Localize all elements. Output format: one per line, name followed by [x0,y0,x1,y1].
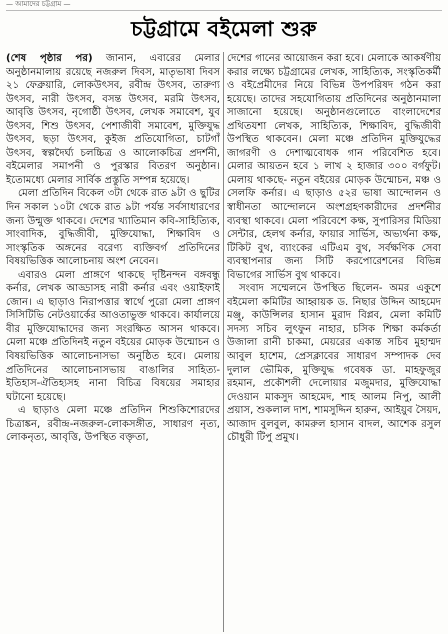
paragraph: এবারও মেলা প্রাঙ্গণে থাকছে দৃষ্টিনন্দন বঙ্গবন্ধু কর্নার, লেখক আড্ডাসহ নারী কর্নার এবং ওয়াইফাই জোন। এ ছাড়াও নিরাপত্তার স্বার্থে পুরো মেলা প্রাঙ্গণ সিসিটিভি নেটওয়ার্কের আওতাভুক্ত থাকবে। কার্যালয়ে বীর মুক্তিযোদ্ধাদের জন্য সংরক্ষিত আসন থাকবে। মেলা মঞ্চে প্রতিদিনই নতুন বইয়ের মোড়ক উন্মোচন ও বিষয়ভিত্তিক আলোচনাসভা অনুষ্ঠিত হবে। মেলায় প্রতিদিনের আলোচনাসভায় বাঙালির সাহিত্য-ইতিহাস-ঐতিহ্যসহ নানা বিচিত্র বিষয়ের সমাহার ঘটানো হয়েছে। [6,269,220,403]
column-left [6,52,220,632]
continuation-marker: (শেষ পৃষ্ঠার পর) [6,53,93,64]
paragraph: মেলা প্রতিদিন বিকেল ৩টা থেকে রাত ৯টা ও ছুটির দিন সকাল ১০টা থেকে রাত ৯টা পর্যন্ত সর্বসাধারণের জন্য উন্মুক্ত থাকবে। দেশের খ্যাতিমান কবি-সাহিত্যিক, সাংবাদিক, বুদ্ধিজীবী, মুক্তিযোদ্ধা, শিক্ষাবিদ ও সাংস্কৃতিক অঙ্গনের বরেণ্য ব্যক্তিবর্গ প্রতিদিনের বিষয়ভিত্তিক আলোচনায় অংশ নেবেন। [6,188,220,268]
article-body [6,52,442,632]
headline: চট্টগ্রামে বইমেলা শুরু [131,17,317,41]
column-right [227,52,441,632]
cropped-header-strip: — আমাদের চট্টগ্রাম — [6,0,442,11]
paragraph: সংবাদ সম্মেলনে উপস্থিত ছিলেন- অমর একুশে বইমেলা কমিটির আহ্বায়ক ড. নিছার উদ্দিন আহমেদ মঞ্জু, কাউন্সিলর হাসান মুরাদ বিপ্লব, মেলা কমিটি সদস্য সচিব লুৎফুন নাহার, চসিক শিক্ষা কর্মকর্তা উজালা রানী চাকমা, মেয়রের একান্ত সচিব মুহাম্মদ আবুল হাশেম, প্রেসক্লাবের সাধারণ সম্পাদক দেব দুলাল ভৌমিক, মুক্তিযুদ্ধ গবেষক ডা. মাহফুজুর রহমান, প্রকৌশলী দেলোয়ার মজুমদার, মুক্তিযোদ্ধা দেওয়ান মাকসুদ আহমেদ, শাহ আলম নিপু, আলী প্রয়াস, শুকলাল দাশ, শামসুদ্দিন হারুন, আইয়ুব সৈয়দ, আজাদ বুলবুল, কামরুল হাসান বাদল, আশেক রসুল চৌধুরী টিপু প্রমুখ। [227,283,441,444]
paragraph [6,52,220,187]
column-divider [223,52,224,632]
paragraph: এ ছাড়াও মেলা মঞ্চে প্রতিদিন শিশুকিশোরদের চিত্রাঙ্কন, রবীন্দ্র-নজরুল-লোকসঙ্গীত, সাধারণ নৃত্য, লোকনৃত্য, আবৃত্তি, উপস্থিত বক্তৃতা, [6,405,220,444]
paragraph: দেশের গানের আয়োজন করা হবে। মেলাকে আকর্ষণীয় করার লক্ষ্যে চট্টগ্রামের লেখক, সাহিত্যিক, সংস্কৃতিকর্মী ও বইপ্রেমীদের নিয়ে বিভিন্ন উপপরিষদ গঠন করা হয়েছে। তাদের সহযোগিতায় প্রতিদিনের অনুষ্ঠানমালা সাজানো হয়েছে। অনুষ্ঠানগুলোতে বাংলাদেশের প্রথিতযশা লেখক, সাহিত্যিক, শিক্ষাবিদ, বুদ্ধিজীবী উপস্থিত থাকবেন। মেলা মঞ্চে প্রতিদিন মুক্তিযুদ্ধের জাগরণী ও দেশাত্মবোধক গান পরিবেশিত হবে। মেলার আয়তন হবে ১ লাখ ২ হাজার ৩০০ বর্গফুট। মেলায় থাকছে- নতুন বইয়ের মোড়ক উন্মোচন, মঞ্চ ও সেলফি কর্নার। এ ছাড়াও ৫২র ভাষা আন্দোলন ও স্বাধীনতা আন্দোলনে অংশগ্রহণকারীদের প্রদর্শনীর ব্যবস্থা থাকবে। মেলা পরিবেশে কক্ষ, সুপারিসর মিডিয়া সেন্টার, হেলথ কর্নার, ফায়ার সার্ভিস, অভ্যর্থনা কক্ষ, টিকিট বুথ, ব্যাংকের এটিএম বুথ, সর্বক্ষণিক সেবা ব্যবস্থাপনার জন্য সিটি করপোরেশনের বিভিন্ন বিভাগের সার্ভিস বুথ থাকবে। [227,53,441,281]
paragraph-text: জানান, এবারের মেলার অনুষ্ঠানমালায় রয়েছে নজরুল দিবস, মাতৃভাষা দিবস ২১ ফেব্রুয়ারি, লোকউৎসব, রবীন্দ্র উৎসব, তারুণ্য উৎসব, নারী উৎসব, বসন্ত উৎসব, মরমি উৎসব, আবৃত্তি উৎসব, নৃগোষ্ঠী উৎসব, লেখক সমাবেশ, যুব উৎসব, শিশু উৎসব, পেশাজীবী সমাবেশ, মুক্তিযুদ্ধ উৎসব, ছড়া উৎসব, কুইজ প্রতিযোগিতা, চাটগাঁ উৎসব, স্বল্পদৈর্ঘ্য চলচ্চিত্র ও আলোকচিত্র প্রদর্শনী, বইমেলার সমাপনী ও পুরস্কার বিতরণ অনুষ্ঠান। ইতোমধ্যে মেলার সার্বিক প্রস্তুতি সম্পন্ন হয়েছে। [6,53,220,186]
